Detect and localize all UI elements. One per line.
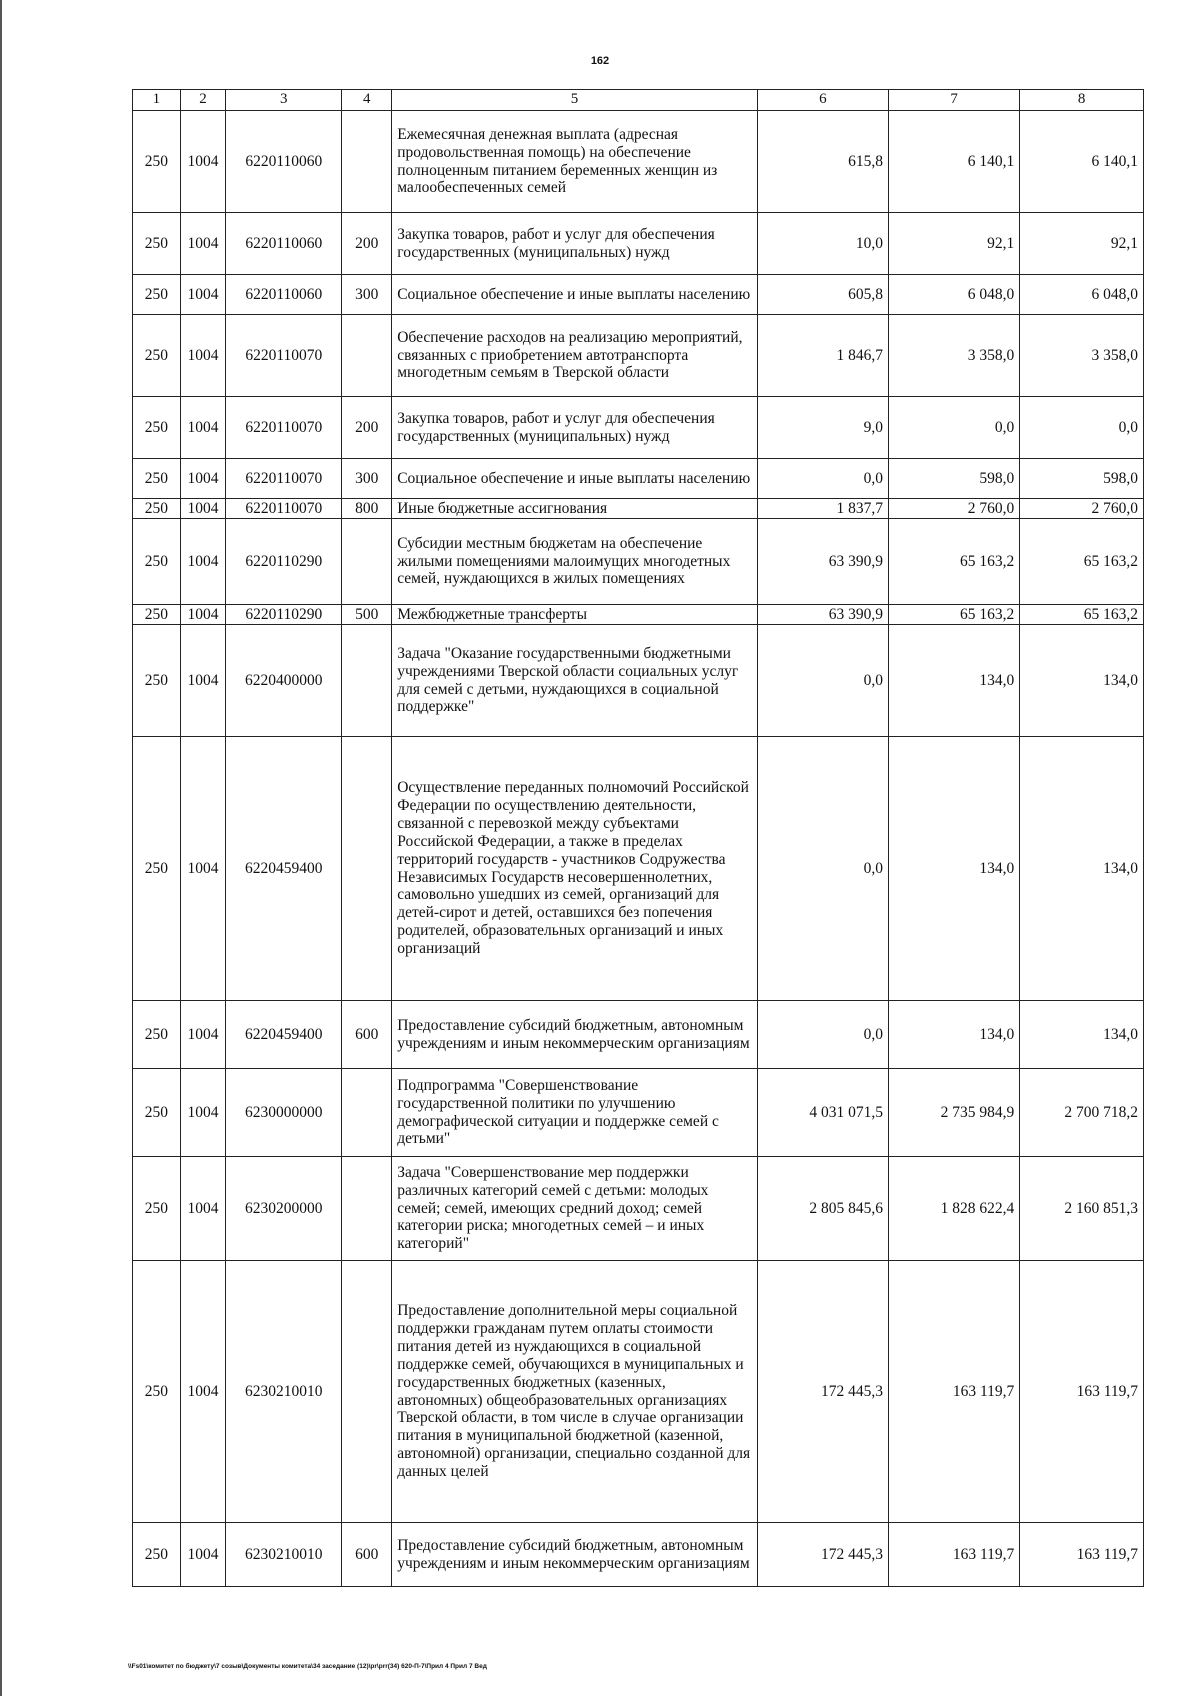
table-row bbox=[133, 1157, 1144, 1261]
cell-target-article: 6220459400 bbox=[226, 1001, 342, 1069]
cell-amount-8: 65 163,2 bbox=[1020, 605, 1144, 625]
cell-amount-6: 63 390,9 bbox=[757, 605, 888, 625]
cell-target-article: 6220110290 bbox=[226, 519, 342, 605]
cell-amount-6: 0,0 bbox=[757, 459, 888, 499]
cell-amount-7: 2 735 984,9 bbox=[889, 1069, 1020, 1157]
cell-ministry: 250 bbox=[133, 111, 181, 213]
cell-amount-7: 163 119,7 bbox=[889, 1523, 1020, 1587]
cell-ministry: 250 bbox=[133, 1069, 181, 1157]
cell-ministry: 250 bbox=[133, 213, 181, 275]
table-row bbox=[133, 625, 1144, 737]
table-row bbox=[133, 519, 1144, 605]
cell-amount-7: 134,0 bbox=[889, 737, 1020, 1001]
col-header-8: 8 bbox=[1020, 90, 1144, 111]
cell-ministry: 250 bbox=[133, 737, 181, 1001]
cell-amount-8: 0,0 bbox=[1020, 397, 1144, 459]
cell-section: 1004 bbox=[180, 1069, 226, 1157]
cell-amount-7: 65 163,2 bbox=[889, 519, 1020, 605]
cell-expense-type: 600 bbox=[342, 1523, 392, 1587]
cell-ministry: 250 bbox=[133, 625, 181, 737]
cell-name: Межбюджетные трансферты bbox=[392, 605, 758, 625]
cell-amount-6: 172 445,3 bbox=[757, 1261, 888, 1523]
col-header-6: 6 bbox=[757, 90, 888, 111]
cell-amount-7: 6 140,1 bbox=[889, 111, 1020, 213]
cell-amount-6: 2 805 845,6 bbox=[757, 1157, 888, 1261]
budget-table bbox=[132, 89, 1144, 1587]
cell-amount-6: 63 390,9 bbox=[757, 519, 888, 605]
cell-amount-8: 134,0 bbox=[1020, 1001, 1144, 1069]
col-header-1: 1 bbox=[133, 90, 181, 111]
cell-section: 1004 bbox=[180, 275, 226, 315]
cell-name: Закупка товаров, работ и услуг для обеспечения государственных (муниципальных) нужд bbox=[392, 213, 758, 275]
cell-section: 1004 bbox=[180, 315, 226, 397]
cell-target-article: 6220110070 bbox=[226, 315, 342, 397]
cell-section: 1004 bbox=[180, 1001, 226, 1069]
table-row bbox=[133, 1523, 1144, 1587]
cell-section: 1004 bbox=[180, 519, 226, 605]
cell-target-article: 6230210010 bbox=[226, 1261, 342, 1523]
cell-section: 1004 bbox=[180, 213, 226, 275]
cell-amount-7: 134,0 bbox=[889, 625, 1020, 737]
cell-ministry: 250 bbox=[133, 1001, 181, 1069]
cell-expense-type: 200 bbox=[342, 213, 392, 275]
cell-target-article: 6220110070 bbox=[226, 397, 342, 459]
cell-amount-7: 2 760,0 bbox=[889, 499, 1020, 519]
cell-amount-7: 598,0 bbox=[889, 459, 1020, 499]
cell-amount-8: 6 048,0 bbox=[1020, 275, 1144, 315]
cell-target-article: 6230210010 bbox=[226, 1523, 342, 1587]
cell-expense-type bbox=[342, 1069, 392, 1157]
cell-target-article: 6230000000 bbox=[226, 1069, 342, 1157]
header-row bbox=[133, 90, 1144, 111]
cell-ministry: 250 bbox=[133, 315, 181, 397]
page-number: 162 bbox=[590, 55, 610, 67]
cell-expense-type bbox=[342, 737, 392, 1001]
cell-amount-6: 0,0 bbox=[757, 737, 888, 1001]
cell-amount-6: 0,0 bbox=[757, 1001, 888, 1069]
cell-section: 1004 bbox=[180, 737, 226, 1001]
table-row bbox=[133, 605, 1144, 625]
cell-section: 1004 bbox=[180, 499, 226, 519]
cell-name: Предоставление дополнительной меры социальной поддержки гражданам путем оплаты стоимости питания детей из нуждающихся в социальной поддержке семей, обучающихся в муниципальных и государственных бюджетных (казенных, автономных) общеобразовательных организациях Тверской области, в том числе в случае организации питания в муниципальной бюджетной (казенной, автономной) организации, специально созданной для данных целей bbox=[392, 1261, 758, 1523]
cell-amount-8: 3 358,0 bbox=[1020, 315, 1144, 397]
cell-ministry: 250 bbox=[133, 459, 181, 499]
cell-section: 1004 bbox=[180, 625, 226, 737]
cell-section: 1004 bbox=[180, 111, 226, 213]
cell-amount-8: 134,0 bbox=[1020, 737, 1144, 1001]
cell-expense-type bbox=[342, 315, 392, 397]
col-header-3: 3 bbox=[226, 90, 342, 111]
cell-amount-7: 65 163,2 bbox=[889, 605, 1020, 625]
cell-name: Ежемесячная денежная выплата (адресная продовольственная помощь) на обеспечение полноценным питанием беременных женщин из малообеспеченных семей bbox=[392, 111, 758, 213]
cell-expense-type: 600 bbox=[342, 1001, 392, 1069]
cell-name: Предоставление субсидий бюджетным, автономным учреждениям и иным некоммерческим организациям bbox=[392, 1523, 758, 1587]
cell-ministry: 250 bbox=[133, 1261, 181, 1523]
cell-amount-6: 1 837,7 bbox=[757, 499, 888, 519]
cell-ministry: 250 bbox=[133, 1523, 181, 1587]
cell-ministry: 250 bbox=[133, 605, 181, 625]
cell-name: Предоставление субсидий бюджетным, автономным учреждениям и иным некоммерческим организациям bbox=[392, 1001, 758, 1069]
cell-amount-7: 163 119,7 bbox=[889, 1261, 1020, 1523]
cell-section: 1004 bbox=[180, 459, 226, 499]
cell-ministry: 250 bbox=[133, 397, 181, 459]
cell-name: Осуществление переданных полномочий Российской Федерации по осуществлению деятельности, связанной с перевозкой между субъектами Российской Федерации, а также в пределах территорий государств - участников Содружества Независимых Государств несовершеннолетних, самовольно ушедших из семей, организаций для детей-сирот и детей, оставшихся без попечения родителей, образовательных организаций и иных организаций bbox=[392, 737, 758, 1001]
cell-amount-6: 4 031 071,5 bbox=[757, 1069, 888, 1157]
cell-amount-7: 3 358,0 bbox=[889, 315, 1020, 397]
cell-expense-type bbox=[342, 519, 392, 605]
cell-amount-7: 0,0 bbox=[889, 397, 1020, 459]
cell-name: Обеспечение расходов на реализацию мероприятий, связанных с приобретением автотранспорта многодетным семьям в Тверской области bbox=[392, 315, 758, 397]
cell-name: Социальное обеспечение и иные выплаты населению bbox=[392, 459, 758, 499]
cell-ministry: 250 bbox=[133, 1157, 181, 1261]
scan-edge bbox=[0, 0, 2, 1696]
cell-expense-type: 800 bbox=[342, 499, 392, 519]
cell-amount-6: 172 445,3 bbox=[757, 1523, 888, 1587]
cell-amount-7: 134,0 bbox=[889, 1001, 1020, 1069]
table-row bbox=[133, 737, 1144, 1001]
cell-name: Задача "Оказание государственными бюджетными учреждениями Тверской области социальных услуг для семей с детьми, нуждающихся в социальной поддержке" bbox=[392, 625, 758, 737]
cell-amount-7: 1 828 622,4 bbox=[889, 1157, 1020, 1261]
table-row bbox=[133, 459, 1144, 499]
cell-ministry: 250 bbox=[133, 519, 181, 605]
cell-target-article: 6220400000 bbox=[226, 625, 342, 737]
cell-amount-6: 615,8 bbox=[757, 111, 888, 213]
cell-amount-8: 2 160 851,3 bbox=[1020, 1157, 1144, 1261]
table-row bbox=[133, 213, 1144, 275]
cell-amount-8: 6 140,1 bbox=[1020, 111, 1144, 213]
cell-name: Подпрограмма "Совершенствование государственной политики по улучшению демографической ситуации и поддержке семей с детьми" bbox=[392, 1069, 758, 1157]
cell-section: 1004 bbox=[180, 397, 226, 459]
cell-expense-type bbox=[342, 111, 392, 213]
cell-expense-type: 300 bbox=[342, 275, 392, 315]
cell-target-article: 6220110070 bbox=[226, 499, 342, 519]
table-row bbox=[133, 397, 1144, 459]
cell-section: 1004 bbox=[180, 605, 226, 625]
cell-expense-type: 300 bbox=[342, 459, 392, 499]
cell-target-article: 6220110060 bbox=[226, 275, 342, 315]
cell-name: Социальное обеспечение и иные выплаты населению bbox=[392, 275, 758, 315]
cell-target-article: 6220459400 bbox=[226, 737, 342, 1001]
cell-expense-type bbox=[342, 1261, 392, 1523]
table-row bbox=[133, 1001, 1144, 1069]
cell-amount-6: 9,0 bbox=[757, 397, 888, 459]
cell-amount-6: 1 846,7 bbox=[757, 315, 888, 397]
cell-name: Иные бюджетные ассигнования bbox=[392, 499, 758, 519]
footer-file-path: \\Fs01\комитет по бюджету\7 созыв\Документы комитета\34 заседание (12)\pr\prr(34) 620-П-7\Прил 4 Прил 7 Вед bbox=[128, 1663, 487, 1670]
cell-target-article: 6220110060 bbox=[226, 213, 342, 275]
cell-expense-type bbox=[342, 1157, 392, 1261]
cell-ministry: 250 bbox=[133, 275, 181, 315]
cell-ministry: 250 bbox=[133, 499, 181, 519]
table-row bbox=[133, 275, 1144, 315]
cell-expense-type: 500 bbox=[342, 605, 392, 625]
cell-amount-8: 163 119,7 bbox=[1020, 1261, 1144, 1523]
cell-amount-6: 10,0 bbox=[757, 213, 888, 275]
table-row bbox=[133, 1069, 1144, 1157]
cell-amount-7: 6 048,0 bbox=[889, 275, 1020, 315]
cell-amount-6: 605,8 bbox=[757, 275, 888, 315]
col-header-5: 5 bbox=[392, 90, 758, 111]
cell-name: Закупка товаров, работ и услуг для обеспечения государственных (муниципальных) нужд bbox=[392, 397, 758, 459]
cell-section: 1004 bbox=[180, 1523, 226, 1587]
table-row bbox=[133, 1261, 1144, 1523]
cell-amount-8: 598,0 bbox=[1020, 459, 1144, 499]
col-header-4: 4 bbox=[342, 90, 392, 111]
cell-expense-type: 200 bbox=[342, 397, 392, 459]
cell-amount-7: 92,1 bbox=[889, 213, 1020, 275]
cell-target-article: 6220110070 bbox=[226, 459, 342, 499]
cell-section: 1004 bbox=[180, 1157, 226, 1261]
cell-amount-8: 134,0 bbox=[1020, 625, 1144, 737]
cell-amount-8: 65 163,2 bbox=[1020, 519, 1144, 605]
table-row bbox=[133, 315, 1144, 397]
col-header-7: 7 bbox=[889, 90, 1020, 111]
cell-section: 1004 bbox=[180, 1261, 226, 1523]
table-row bbox=[133, 111, 1144, 213]
cell-amount-8: 2 760,0 bbox=[1020, 499, 1144, 519]
cell-amount-8: 92,1 bbox=[1020, 213, 1144, 275]
cell-name: Задача "Совершенствование мер поддержки различных категорий семей с детьми: молодых семей; семей, имеющих средний доход; семей категории риска; многодетных семей – и иных категорий" bbox=[392, 1157, 758, 1261]
cell-expense-type bbox=[342, 625, 392, 737]
table-row bbox=[133, 499, 1144, 519]
cell-amount-6: 0,0 bbox=[757, 625, 888, 737]
cell-target-article: 6220110060 bbox=[226, 111, 342, 213]
cell-amount-8: 163 119,7 bbox=[1020, 1523, 1144, 1587]
col-header-2: 2 bbox=[180, 90, 226, 111]
cell-name: Субсидии местным бюджетам на обеспечение жилыми помещениями малоимущих многодетных семей, нуждающихся в жилых помещениях bbox=[392, 519, 758, 605]
cell-amount-8: 2 700 718,2 bbox=[1020, 1069, 1144, 1157]
cell-target-article: 6230200000 bbox=[226, 1157, 342, 1261]
cell-target-article: 6220110290 bbox=[226, 605, 342, 625]
